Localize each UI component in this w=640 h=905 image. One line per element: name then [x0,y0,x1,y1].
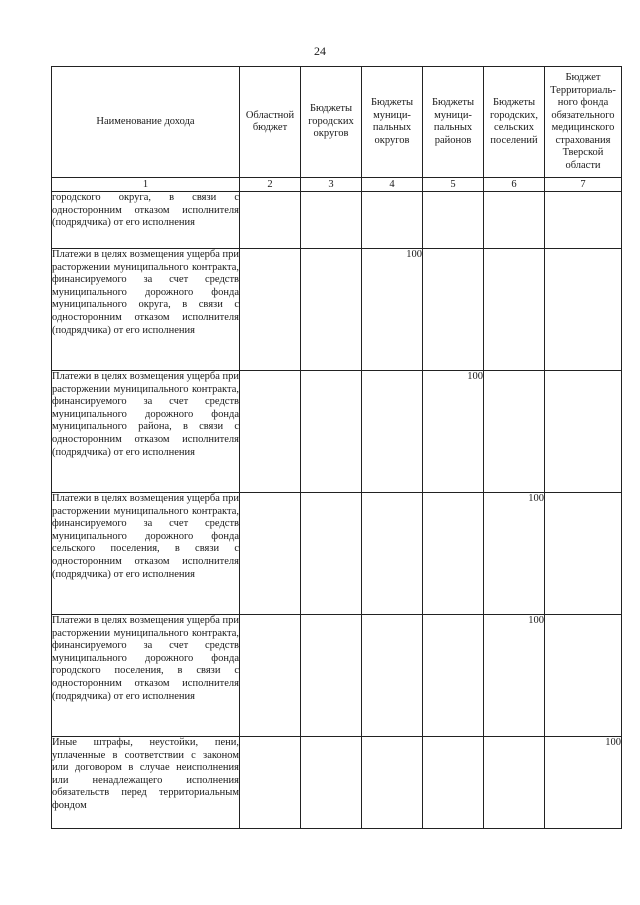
page-number: 24 [314,44,326,58]
table-row [52,615,622,737]
value-cell [362,615,423,737]
value-cell: 100 [484,615,545,737]
value-cell: 100 [423,371,484,493]
value-cell [423,192,484,249]
value-cell [240,737,301,829]
value-cell [301,493,362,615]
column-number: 4 [362,178,423,192]
header-row [52,67,622,178]
table-row [52,737,622,829]
value-cell [301,371,362,493]
value-cell [301,737,362,829]
value-cell [240,493,301,615]
column-header-tfoms: Бюджет Территориаль-ного фонда обязательного медицинского страхования Тверской области [545,67,622,178]
value-cell [423,249,484,371]
value-cell [301,249,362,371]
value-cell [240,371,301,493]
value-cell [301,615,362,737]
table-row [52,371,622,493]
column-header-municipal-okrugs: Бюджеты муници-пальных округов [362,67,423,178]
column-header-city-districts: Бюджеты городских округов [301,67,362,178]
column-number: 5 [423,178,484,192]
value-cell [484,371,545,493]
column-number: 6 [484,178,545,192]
column-number: 3 [301,178,362,192]
value-cell [545,615,622,737]
value-cell: 100 [362,249,423,371]
value-cell [362,192,423,249]
income-name-cell: Платежи в целях возмещения ущерба при расторжении муниципального контракта, финансируемого за счет средств муниципального дорожного фонда сельского поселения, в связи с односторонним отказом исполнителя (подрядчика) от его исполнения [52,493,240,615]
value-cell [301,192,362,249]
value-cell [362,371,423,493]
value-cell [240,192,301,249]
value-cell [362,493,423,615]
column-header-regional-budget: Областной бюджет [240,67,301,178]
income-name-cell: Иные штрафы, неустойки, пени, уплаченные в соответствии с законом или договором в случае неисполнения или ненадлежащего исполнения обязательств перед территориальным фондом [52,737,240,829]
value-cell [545,249,622,371]
column-number: 1 [52,178,240,192]
table-row [52,493,622,615]
table-row [52,192,622,249]
column-number-row [52,178,622,192]
column-header-municipal-raions: Бюджеты муници-пальных районов [423,67,484,178]
value-cell [484,192,545,249]
value-cell [362,737,423,829]
value-cell [423,493,484,615]
value-cell [545,493,622,615]
value-cell [423,737,484,829]
table-row [52,249,622,371]
value-cell [545,371,622,493]
income-name-cell: Платежи в целях возмещения ущерба при расторжении муниципального контракта, финансируемого за счет средств муниципального дорожного фонда городского поселения, в связи с односторонним отказом исполнителя (подрядчика) от его исполнения [52,615,240,737]
value-cell [484,737,545,829]
column-number: 7 [545,178,622,192]
income-name-cell: городского округа, в связи с односторонним отказом исполнителя (подрядчика) от его исполнения [52,192,240,249]
value-cell [484,249,545,371]
value-cell [545,192,622,249]
income-name-cell: Платежи в целях возмещения ущерба при расторжении муниципального контракта, финансируемого за счет средств муниципального дорожного фонда муниципального района, в связи с односторонним отказом исполнителя (подрядчика) от его исполнения [52,371,240,493]
value-cell [240,615,301,737]
column-header-settlements: Бюджеты городских, сельских поселений [484,67,545,178]
income-name-cell: Платежи в целях возмещения ущерба при расторжении муниципального контракта, финансируемого за счет средств муниципального дорожного фонда муниципального округа, в связи с односторонним отказом исполнителя (подрядчика) от его исполнения [52,249,240,371]
column-header-income-name: Наименование дохода [52,67,240,178]
value-cell [423,615,484,737]
column-number: 2 [240,178,301,192]
value-cell: 100 [545,737,622,829]
value-cell: 100 [484,493,545,615]
revenue-table [51,66,622,829]
value-cell [240,249,301,371]
